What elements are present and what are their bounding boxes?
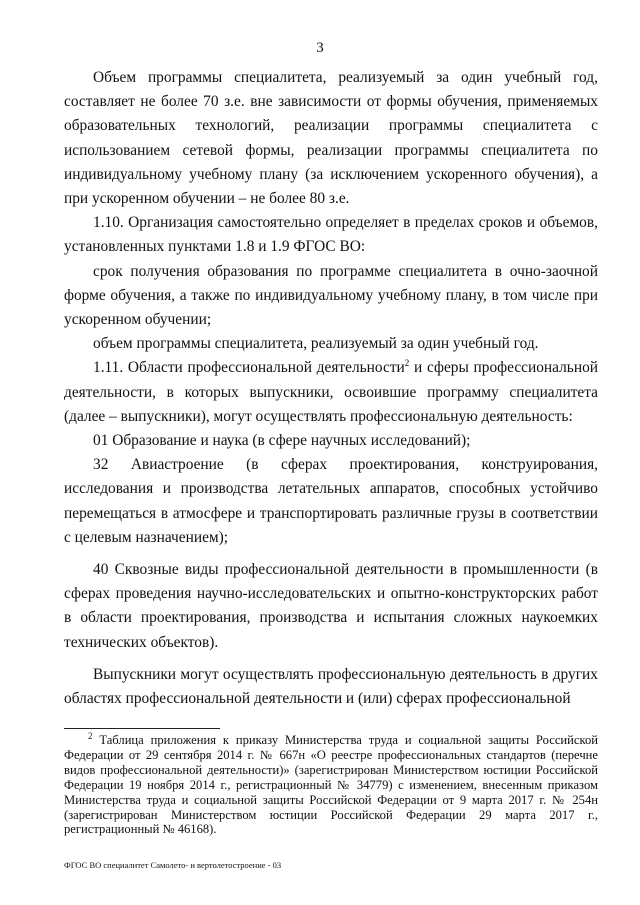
paragraph-1-11-text-continued: и сферы профессиональной деятельности, в которых выпускники, освоившие программу специалитета (далее – выпускники), могут осуществлять профессиональную деятельность: xyxy=(64,359,598,425)
paragraph-other-areas: Выпускники могут осуществлять профессиональную деятельность в других областях профессиональной деятельности и (или) сферах профессиональной xyxy=(64,665,598,708)
footnote-text: Таблица приложения к приказу Министерства труда и социальной защиты Российской Федерации от 29 сентября 2014 г. № 667н «О реестре профессиональных стандартов (перечне видов профессиональной деятельности)» (зарегистрирован Министерством юстиции Российской Федерации 19 ноября 2014 г., регистрационный № 34779) с изменением, внесенным приказом Министерства труда и социальной защиты Российской Федерации от 9 марта 2017 г. № 254н (зарегистрирован Министерством юстиции Российской Федерации 29 марта 2017 г., регистрационный № 46168). xyxy=(64,733,598,837)
paragraph-1-11-text: 1.11. Области профессиональной деятельности xyxy=(93,359,405,377)
page-number: 3 xyxy=(316,40,324,56)
list-item-education-science: 01 Образование и наука (в сфере научных исследований); xyxy=(93,432,471,450)
paragraph-1-11 xyxy=(64,356,598,429)
footnote xyxy=(64,730,598,837)
paragraph-program-volume: Объем программы специалитета, реализуемый за один учебный год, составляет не более 70 з.е. вне зависимости от формы обучения, применяемых образовательных технологий, реализации программы специалитета с использованием сетевой формы, реализации программы специалитета по индивидуальному учебному плану (за исключением ускоренного обучения), а при ускоренном обучении – не более 80 з.е. xyxy=(64,69,598,208)
list-item-cross-cutting-activities: 40 Сквозные виды профессиональной деятельности в промышленности (в сферах проведения научно-исследовательских и опытно-конструкторских работ в области проектирования, производства и испытания сложных наукоемких технических объектов). xyxy=(64,561,598,651)
footnote-marker: 2 xyxy=(88,730,93,741)
paragraph-1-10: 1.10. Организация самостоятельно определяет в пределах сроков и объемов, установленных пунктами 1.8 и 1.9 ФГОС ВО: xyxy=(64,214,598,256)
paragraph-annual-volume: объем программы специалитета, реализуемый за один учебный год. xyxy=(93,335,539,353)
paragraph-study-period: срок получения образования по программе специалитета в очно-заочной форме обучения, а также по индивидуальному учебному плану, в том числе при ускоренном обучении; xyxy=(64,262,598,329)
page-footer: ФГОС ВО специалитет Самолето- и вертолетостроение - 03 xyxy=(64,860,282,870)
list-item-aircraft-building: 32 Авиастроение (в сферах проектирования, конструирования, исследования и производства летательных аппаратов, способных устойчиво перемещаться в атмосфере и транспортировать различные грузы в соответствии с целевым назначением); xyxy=(64,456,598,546)
body-text xyxy=(64,66,598,711)
footnote-separator xyxy=(64,728,220,729)
footnote-reference: 2 xyxy=(404,358,410,369)
